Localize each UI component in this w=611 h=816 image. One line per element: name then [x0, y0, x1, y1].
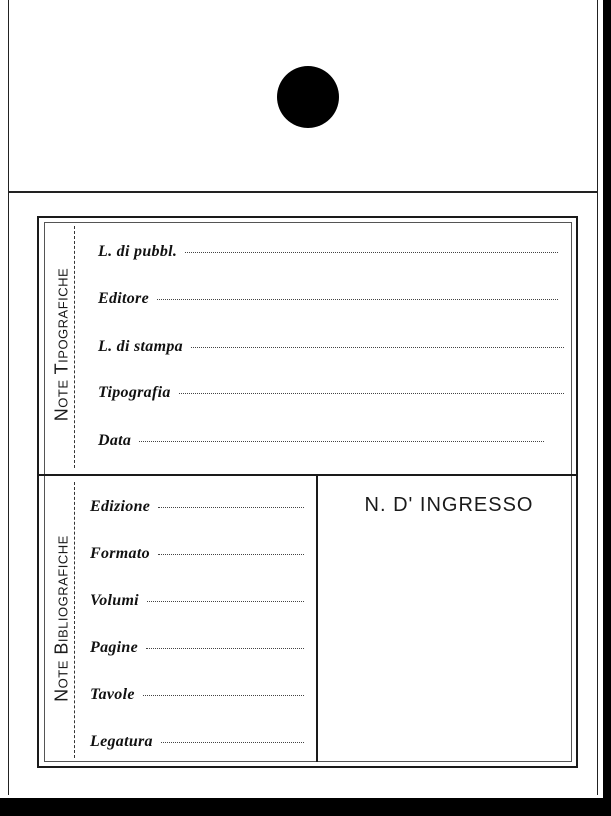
- dotted-line: [147, 601, 304, 602]
- dotted-line: [179, 393, 564, 394]
- field-luogo-stampa: [98, 338, 564, 356]
- field-label: L. di stampa: [98, 338, 183, 355]
- field-label: Legatura: [90, 733, 153, 750]
- field-label: Tipografia: [98, 384, 171, 401]
- field-label: Data: [98, 432, 132, 449]
- card-edge-right: [597, 0, 598, 795]
- column-divider: [316, 476, 318, 762]
- field-luogo-pubblicazione: [98, 243, 558, 261]
- dotted-line: [157, 299, 558, 300]
- side-rule-bibliografiche: [74, 482, 75, 758]
- punch-hole: [277, 66, 339, 128]
- section-divider: [39, 474, 576, 476]
- field-volumi: [90, 592, 304, 610]
- field-label: Volumi: [90, 592, 139, 609]
- dotted-line: [161, 742, 304, 743]
- accession-number-label: N. D' INGRESSO: [364, 494, 534, 516]
- dotted-line: [191, 347, 564, 348]
- field-label: L. di pubbl.: [98, 243, 178, 260]
- scan-border-right: [603, 0, 611, 816]
- section-title-bibliografiche: Note Bibliografiche: [51, 535, 72, 702]
- scan-border-bottom: [0, 798, 611, 816]
- field-label: Formato: [90, 545, 150, 562]
- field-label: Pagine: [90, 639, 139, 656]
- field-data: [98, 432, 544, 450]
- field-pagine: [90, 639, 304, 657]
- field-label: Tavole: [90, 686, 135, 703]
- field-editore: [98, 290, 558, 308]
- side-rule-tipografiche: [74, 226, 75, 468]
- section-title-tipografiche: Note Tipografiche: [51, 267, 72, 422]
- dotted-line: [146, 648, 304, 649]
- field-formato: [90, 545, 304, 563]
- dotted-line: [158, 554, 304, 555]
- field-tipografia: [98, 384, 564, 402]
- field-label: Edizione: [90, 498, 151, 515]
- dotted-line: [185, 252, 558, 253]
- card-edge-left: [8, 0, 9, 795]
- dotted-line: [143, 695, 304, 696]
- field-legatura: [90, 733, 304, 751]
- field-edizione: [90, 498, 304, 516]
- dotted-line: [158, 507, 304, 508]
- field-label: Editore: [98, 290, 149, 307]
- dotted-line: [139, 441, 544, 442]
- field-tavole: [90, 686, 304, 704]
- fold-line: [8, 191, 598, 193]
